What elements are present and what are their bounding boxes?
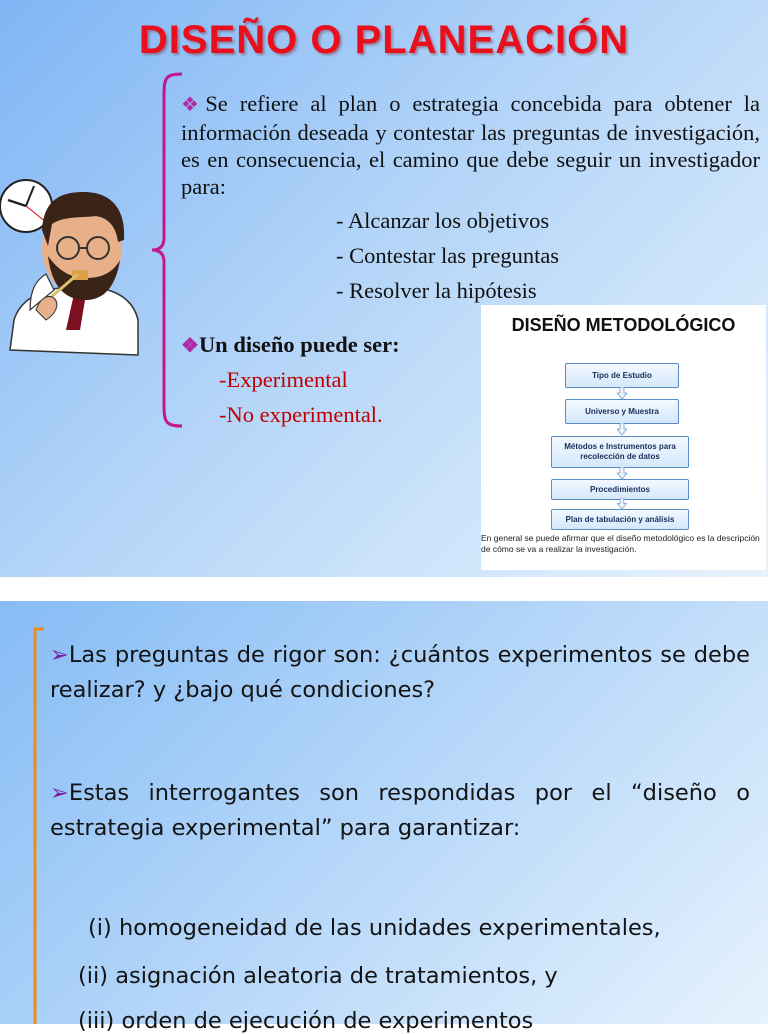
down-arrow-icon: [617, 467, 627, 479]
orange-bracket: [32, 627, 46, 1024]
design-strategy-paragraph: [50, 776, 750, 846]
slide-separator: [0, 577, 768, 601]
design-strategy-text: Estas interrogantes son respondidas por el “diseño o estrategia experimental” para garantizar:: [50, 780, 750, 841]
guarantee-item-homogeneity: (i) homogeneidad de las unidades experimentales,: [88, 915, 661, 941]
hypothesis-bullet: - Resolver la hipótesis: [336, 278, 537, 303]
step-tabulation-analysis: Plan de tabulación y análisis: [551, 509, 689, 530]
down-arrow-icon: [617, 387, 627, 399]
step-procedures: Procedimientos: [551, 479, 689, 500]
diagram-note: En general se puede afirmar que el diseño metodológico es la descripción de cómo se va a realizar la investigación.: [481, 533, 760, 554]
design-types-heading: [181, 332, 400, 358]
design-types-text: Un diseño puede ser:: [198, 332, 400, 357]
diamond-bullet-icon: ❖: [181, 94, 206, 116]
questions-bullet: - Contestar las preguntas: [336, 243, 560, 268]
rigor-questions-text: Las preguntas de rigor son: ¿cuántos experimentos se debe realizar? y ¿bajo qué condiciones?: [50, 642, 750, 703]
guarantee-item-execution-order: (iii) orden de ejecución de experimentos: [78, 1008, 534, 1034]
diamond-bullet-icon: ❖: [181, 335, 199, 357]
researcher-illustration: [0, 170, 145, 360]
guarantee-item-random-assignment: (ii) asignación aleatoria de tratamientos, y: [78, 963, 558, 989]
down-arrow-icon: [617, 423, 627, 435]
step-study-type: Tipo de Estudio: [565, 363, 679, 388]
definition-paragraph: [181, 90, 760, 200]
down-arrow-icon: [617, 498, 627, 509]
objective-bullet: - Alcanzar los objetivos: [336, 208, 550, 233]
methodology-diagram: [481, 305, 766, 570]
curly-brace: [148, 70, 184, 430]
step-universe-sample: Universo y Muestra: [565, 399, 679, 424]
diagram-title: DISEÑO METODOLÓGICO: [511, 315, 736, 335]
non-experimental-option: -No experimental.: [219, 402, 383, 427]
slide-title: DISEÑO O PLANEACIÓN: [138, 18, 630, 62]
arrow-bullet-icon: ➢: [50, 780, 69, 806]
rigor-questions-paragraph: [50, 638, 750, 708]
arrow-bullet-icon: ➢: [50, 642, 69, 668]
experimental-option: -Experimental: [219, 367, 348, 392]
definition-text: Se refiere al plan o estrategia concebida para obtener la información deseada y contestar las preguntas de investigación, es en consecuencia, el camino que debe seguir un investigador para:: [181, 91, 760, 199]
step-methods-instruments: Métodos e Instrumentos para recolección de datos: [551, 436, 689, 468]
